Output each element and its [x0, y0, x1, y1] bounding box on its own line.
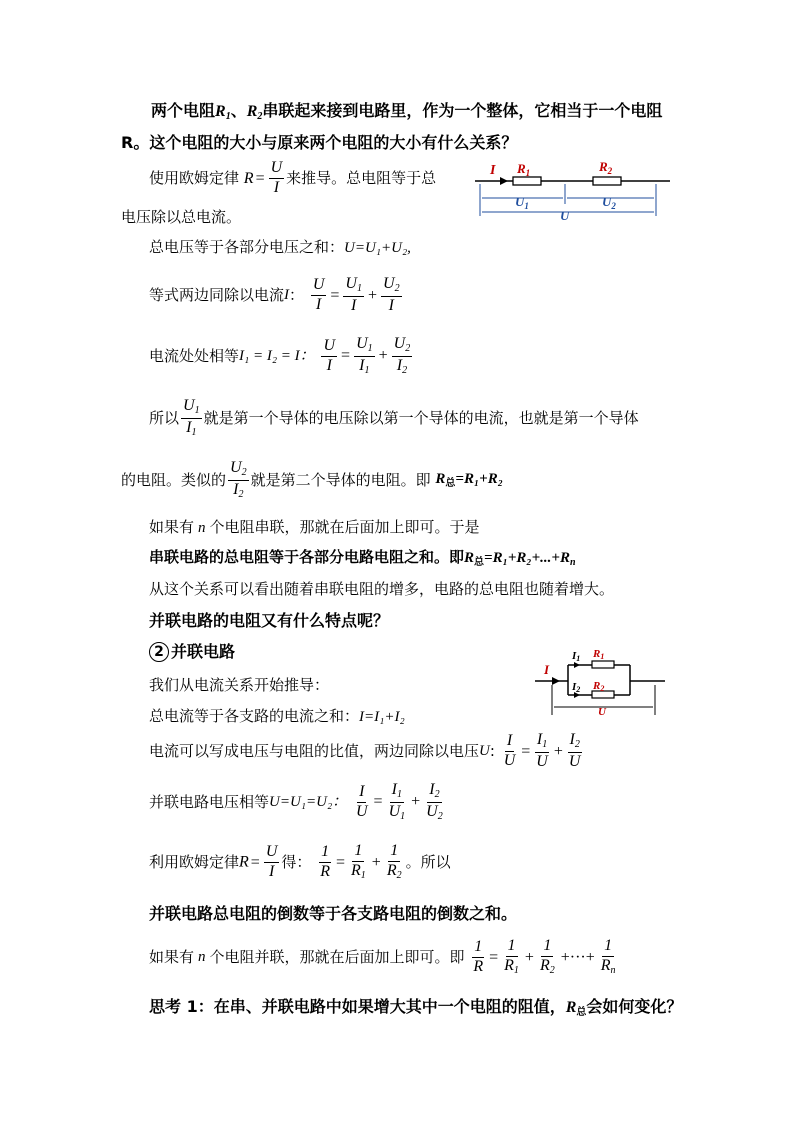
resistor-r1 [513, 177, 541, 185]
para-start-current: 我们从电流关系开始推导： [149, 676, 330, 694]
resistor-r1 [592, 661, 614, 668]
resistor-r2 [593, 177, 621, 185]
current-arrow-icon [552, 677, 560, 685]
u1-label: $U_1$ [515, 194, 529, 211]
para-equal-current: 电流处处相等I₁ = I₂ = I： $\frac{U}{I}$ = $\frac{U_1}{I_1}$ + $\frac{U_2}{I_2}$ [149, 335, 411, 376]
para-total-current: 总电流等于各支路的电流之和：I=I₁+I₂ [149, 707, 405, 725]
i1-label: I1 [572, 650, 581, 663]
parallel-circuit-diagram [530, 643, 670, 721]
parallel-u-label: U [598, 706, 606, 718]
para-divide-by-current: 等式两边同除以电流I： $\frac{U}{I}$ = $\frac{U_1}{I}$ + $\frac{U_2}{I}$ [149, 275, 400, 314]
current-arrow-icon [500, 177, 508, 185]
r2-label: R2 [593, 680, 605, 693]
u2-label: $U_2$ [602, 194, 616, 211]
para-think-question: 思考 1：在串、并联电路中如果增大其中一个电阻的阻值，$R_总$会如何变化？ [149, 997, 683, 1018]
parallel-current-label: I [544, 662, 550, 677]
para-parallel-conclusion: 并联电路总电阻的倒数等于各支路电阻的倒数之和。 [149, 904, 518, 923]
para-ohm-law-cont: 电压除以总电流。 [121, 208, 242, 226]
section-heading-parallel: 2 并联电路 [149, 641, 235, 662]
i2-label: I2 [572, 681, 581, 694]
para-divide-by-voltage: 电流可以写成电压与电阻的比值，两边同除以电压U: $\frac{I}{U}$ = $\frac{I_1}{U}$ + $\frac{I_2}{U}$ [149, 731, 581, 770]
para-series-conclusion: 串联电路的总电阻等于各部分电路电阻之和。即$R_总=R_1+R_2+...+R_n$ [149, 548, 576, 568]
series-circuit-diagram [470, 156, 675, 226]
para-ohm-law-derivation: 使用欧姆定律 R = $\frac{U}{I}$ 来推导。总电阻等于总 [149, 159, 437, 196]
para-second-conductor: 的电阻。类似的 $\frac{U_2}{I_2}$ 就是第二个导体的电阻。即 $R_总=R_1+R_2$ [121, 459, 503, 500]
para-n-series: 如果有 n 个电阻串联，那就在后面加上即可。于是 [149, 518, 480, 536]
para-ohm-law-parallel: 利用欧姆定律R = $\frac{U}{I}$ 得： $\frac{1}{R}$ = $\frac{1}{R_1}$ + $\frac{1}{R_2}$ 。所以 [149, 842, 451, 881]
para-parallel-question: 并联电路的电阻又有什么特点呢？ [149, 611, 390, 630]
series-r2-label: $R_2$ [599, 159, 613, 176]
para-series-increase: 从这个关系可以看出随着串联电阻的增多，电路的总电阻也随着增大。 [149, 580, 615, 598]
para-n-parallel: 如果有 n 个电阻并联，那就在后面加上即可。即 $\frac{1}{R}$ = $\frac{1}{R_1}$ + $\frac{1}{R_2}$ +···+ $\frac{1}{R_n}$ [149, 937, 616, 976]
para-total-voltage: 总电压等于各部分电压之和：U=U₁+U₂, [149, 238, 411, 256]
series-current-label: I [490, 163, 496, 178]
r1-label: R1 [593, 648, 605, 661]
u-label: U [560, 208, 570, 223]
para-first-conductor: 所以 $\frac{U_1}{I_1}$ 就是第一个导体的电压除以第一个导体的电流，也就是第一个导体 [149, 397, 639, 438]
para-series-intro: 两个电阻$R_1$、$R_2$串联起来接到电路里，作为一个整体，它相当于一个电阻 [151, 101, 663, 122]
para-series-question: R。这个电阻的大小与原来两个电阻的大小有什么关系？ [121, 133, 518, 152]
fraction-u-over-i: $\frac{U}{I}$ [270, 159, 283, 196]
para-equal-voltage: 并联电路电压相等U=U₁=U₂： $\frac{I}{U}$ = $\frac{I_1}{U_1}$ + $\frac{I_2}{U_2}$ [149, 781, 443, 822]
series-r1-label: $R_1$ [517, 161, 531, 178]
